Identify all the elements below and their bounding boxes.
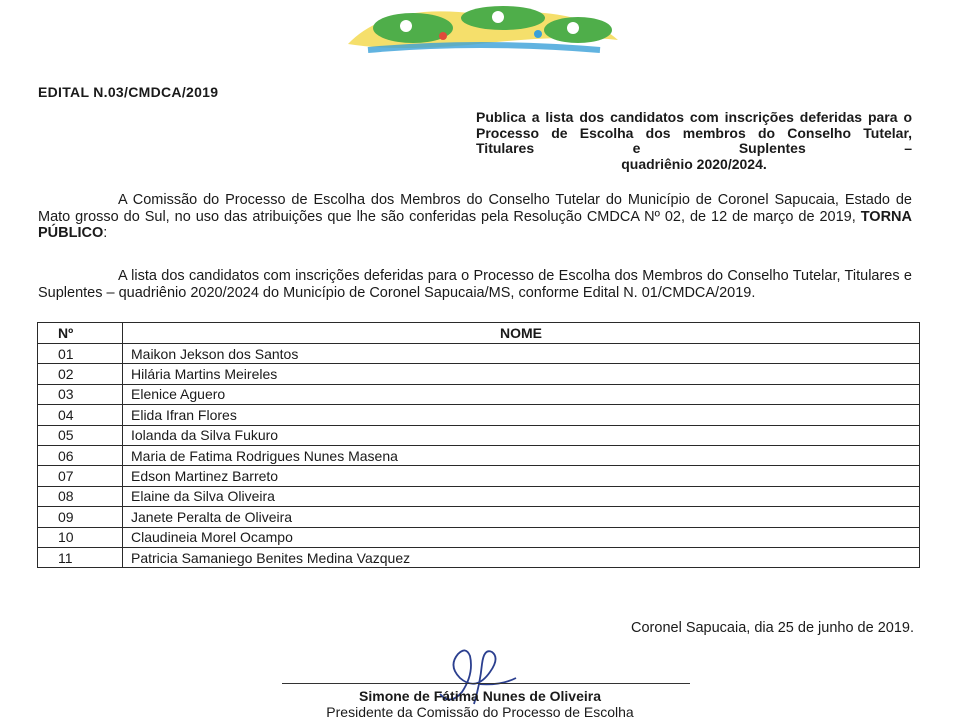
preamble-text: A Comissão do Processo de Escolha dos Membros do Conselho Tutelar do Município de Coronel Sapucaia, Estado de Mato grosso do Sul, no uso das atribuições que lhe são conferidas pela Resolução CMDCA Nº 02, de 12 de março de 2019, [38, 192, 912, 225]
cmdca-logo [328, 4, 630, 56]
candidate-number: 06 [38, 445, 123, 465]
candidate-number: 07 [38, 466, 123, 486]
signature-line [282, 683, 690, 684]
table-row [38, 527, 920, 547]
candidate-name: Patricia Samaniego Benites Medina Vazquez [123, 547, 920, 567]
preamble-paragraph [38, 192, 912, 242]
summary-line: Tutelar, Titulares e Suplentes – [476, 124, 913, 156]
candidate-name: Janete Peralta de Oliveira [123, 507, 920, 527]
edital-summary [476, 110, 912, 172]
list-intro-paragraph: A lista dos candidatos com inscrições deferidas para o Processo de Escolha dos Membros do Conselho Tutelar, Titulares e Suplentes – quadriênio 2020/2024 do Município de Coronel Sapucaia/MS, conforme Edital N. 01/CMDCA/2019. [38, 268, 912, 301]
header-number: Nº [38, 323, 123, 344]
table-row [38, 405, 920, 425]
candidate-name: Edson Martinez Barreto [123, 466, 920, 486]
candidate-name: Iolanda da Silva Fukuro [123, 425, 920, 445]
summary-line: Publica a lista dos candidatos com [476, 109, 719, 125]
signer-role: Presidente da Comissão do Processo de Escolha [326, 704, 634, 720]
candidate-number: 04 [38, 405, 123, 425]
candidate-number: 08 [38, 486, 123, 506]
candidate-number: 01 [38, 344, 123, 364]
table-row [38, 445, 920, 465]
header-name: NOME [123, 323, 920, 344]
table-row [38, 507, 920, 527]
table-row [38, 384, 920, 404]
table-row [38, 466, 920, 486]
summary-line: quadriênio 2020/2024. [621, 155, 767, 172]
candidate-name: Hilária Martins Meireles [123, 364, 920, 384]
preamble-colon: : [103, 225, 108, 241]
candidate-number: 10 [38, 527, 123, 547]
table-row [38, 486, 920, 506]
table-row [38, 425, 920, 445]
candidate-name: Elenice Aguero [123, 384, 920, 404]
date-place: Coronel Sapucaia, dia 25 de junho de 2019. [631, 620, 914, 636]
candidate-name: Elida Ifran Flores [123, 405, 920, 425]
candidate-number: 05 [38, 425, 123, 445]
candidate-number: 09 [38, 507, 123, 527]
candidate-name: Maikon Jekson dos Santos [123, 344, 920, 364]
candidate-number: 02 [38, 364, 123, 384]
candidate-name: Elaine da Silva Oliveira [123, 486, 920, 506]
summary-line: inscrições deferidas para o Processo [476, 109, 913, 141]
table-row [38, 364, 920, 384]
candidate-name: Maria de Fatima Rodrigues Nunes Masena [123, 445, 920, 465]
candidate-number: 11 [38, 547, 123, 567]
table-row [38, 547, 920, 567]
summary-line: de Escolha dos membros do Conselho [551, 124, 852, 141]
signer-name: Simone de Fátima Nunes de Oliveira [359, 688, 601, 704]
table-row [38, 344, 920, 364]
edital-number: EDITAL N.03/CMDCA/2019 [38, 84, 219, 100]
torna-publico: TORNA PÚBLICO [38, 208, 912, 241]
candidate-number: 03 [38, 384, 123, 404]
candidate-name: Claudineia Morel Ocampo [123, 527, 920, 547]
candidates-table [37, 322, 920, 568]
table-header-row [38, 323, 920, 344]
